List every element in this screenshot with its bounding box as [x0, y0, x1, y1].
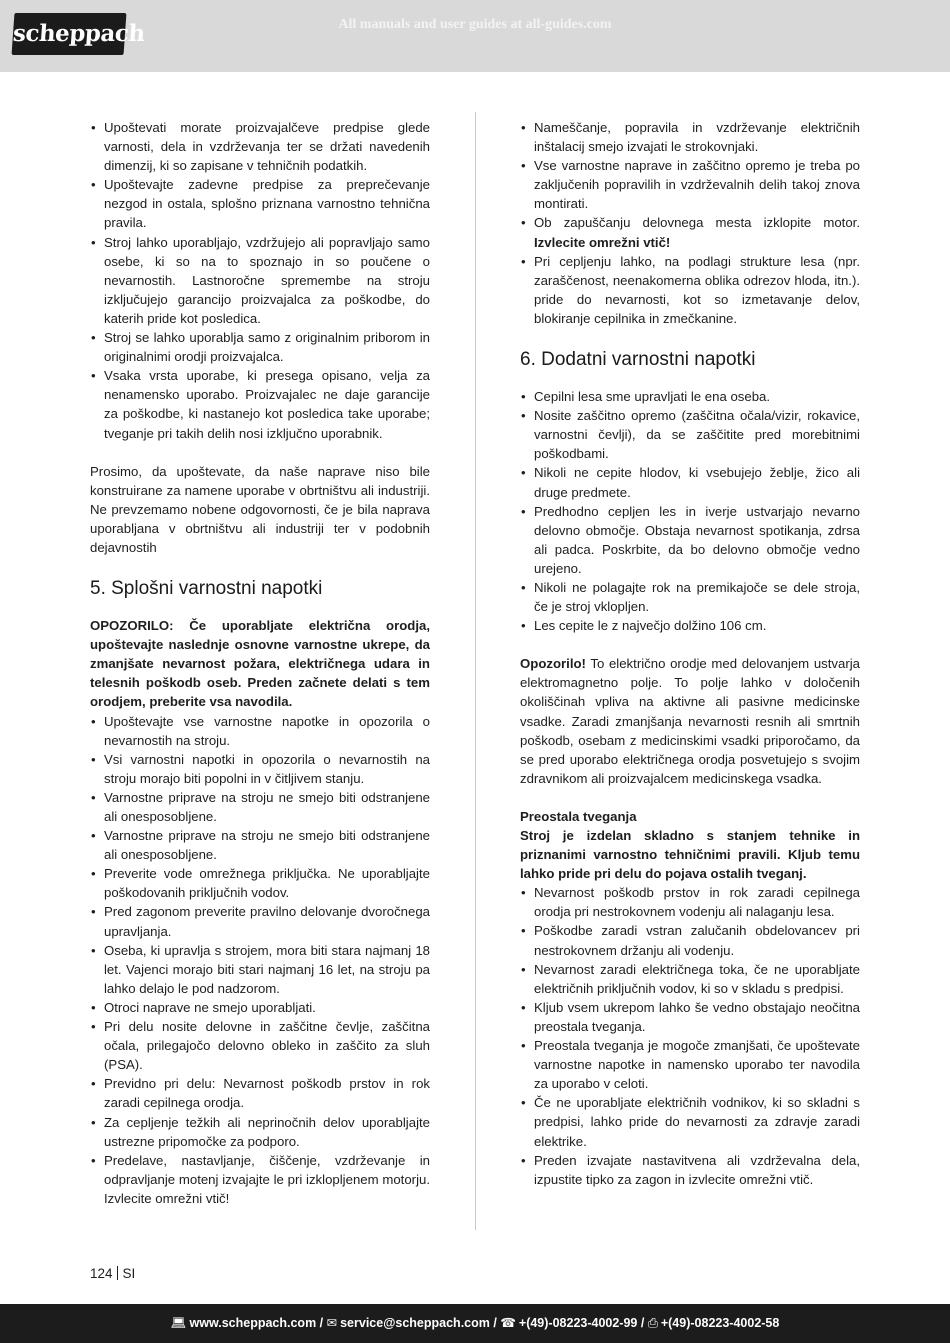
residual-risks-intro: Stroj je izdelan skladno s stanjem tehnike in priznanimi varnostno tehničnimi pravili. Kljub temu lahko pride pri delu do pojava ostalih tveganj.: [520, 828, 860, 882]
list-item: • Vse varnostne naprave in zaščitno opremo je treba po zaključenih popravilih in vzdrževalnih delih takoj znova montirati.: [520, 156, 860, 213]
page-number: [90, 1266, 135, 1281]
envelope-icon: ✉: [326, 1316, 338, 1330]
list-item: • Pred zagonom preverite pravilno delovanje dvoročnega upravljanja.: [90, 902, 430, 940]
website-link[interactable]: www.scheppach.com: [189, 1316, 317, 1330]
list-item: • Preostala tveganja je mogoče zmanjšati, če upoštevate varnostne napotke in namensko uporabo ter navodila za uporabo v celoti.: [520, 1036, 860, 1093]
additional-safety-list: [520, 387, 860, 635]
brand-logo: scheppach: [12, 13, 127, 55]
email-link[interactable]: service@scheppach.com: [340, 1316, 490, 1330]
telephone-icon: ☎: [500, 1316, 516, 1330]
page-number-value: 124: [90, 1266, 113, 1281]
general-safety-list: [90, 712, 430, 1208]
list-item: • Upoštevajte vse varnostne napotke in opozorila o nevarnostih na stroju.: [90, 712, 430, 750]
list-item: • Stroj se lahko uporablja samo z originalnim priborom in originalnimi orodji proizvajalca.: [90, 328, 430, 366]
fax-icon: ⎙: [647, 1316, 658, 1330]
list-item: • Oseba, ki upravlja s strojem, mora biti stara najmanj 18 let. Vajenci morajo biti stari najmanj 16 let, na stroju pa lahko delajo le pod nadzorom.: [90, 941, 430, 998]
list-item: • Varnostne priprave na stroju ne smejo biti odstranjene ali onesposobljene.: [90, 788, 430, 826]
list-item: • Če ne uporabljate električnih vodnikov, ki so skladni s predpisi, lahko pride do nevarnosti za zdravje zaradi elektrike.: [520, 1093, 860, 1150]
header-bar: [0, 0, 950, 72]
list-item: • Za cepljenje težkih ali neprinočnih delov uporabljajte ustrezne pripomočke za podporo.: [90, 1113, 430, 1151]
commercial-use-paragraph: Prosimo, da upoštevate, da naše naprave niso bile konstruirane za namene uporabe v obrtništvu ali industriji. Ne prevzemamo nobene odgovornosti, če je bila naprava uporabljana v obrtništvu ali industriji ter v podobnih dejavnostih: [90, 463, 430, 555]
list-item: • Preverite vode omrežnega priključka. Ne uporabljajte poškodovanih priključnih vodov.: [90, 864, 430, 902]
list-item: • Nevarnost poškodb prstov in rok zaradi cepilnega orodja pri nestrokovnem vodenju ali nalaganju lesa.: [520, 883, 860, 921]
emf-warning-paragraph: [520, 654, 860, 788]
maintenance-list: [520, 118, 860, 328]
watermark-text: All manuals and user guides at all-guides.com: [338, 17, 612, 32]
list-item: • Nameščanje, popravila in vzdrževanje električnih inštalacij smejo izvajati le strokovnjaki.: [520, 118, 860, 156]
footer-contact-bar: 💻︎ www.scheppach.com / ✉ service@scheppach.com / ☎ +(49)-08223-4002-99 / ⎙ +(49)-08223-4002-58: [0, 1304, 950, 1343]
list-item: • Predhodno cepljen les in iverje ustvarjajo nevarno delovno območje. Obstaja nevarnost spotikanja, zdrsa ali padca. Poskrbite, da bo delovno območje vedno urejeno.: [520, 502, 860, 578]
warning-text: To električno orodje med delovanjem ustvarja elektromagnetno polje. To polje lahko v določenih okoliščinah vpliva na aktivne ali pasivne medicinske vsadke. Zaradi zmanjšanja nevarnosti resnih ali smrtnih poškodb, osebam z medicinskimi vsadki priporočamo, da se pred uporabo električnega orodja posvetujejo s svojim zdravnikom ali proizvajalcem medicinskega vsadka.: [520, 656, 860, 786]
list-item: • Poškodbe zaradi vstran zalučanih obdelovancev pri nestrokovnem držanju ali vodenju.: [520, 921, 860, 959]
list-item: • Nevarnost zaradi električnega toka, če ne uporabljate električnih priključnih vodov, ki so v skladu s predpisi.: [520, 960, 860, 998]
list-item: • Otroci naprave ne smejo uporabljati.: [90, 998, 430, 1017]
language-code: SI: [122, 1266, 136, 1281]
column-divider: [475, 112, 476, 1230]
list-item: • Vsaka vrsta uporabe, ki presega opisano, velja za nenamensko uporabo. Proizvajalec ne daje garancije za poškodbe, ki nastanejo kot posledica take uporabe; tveganje pri takih delih nosi izključno uporabnik.: [90, 366, 430, 442]
list-item: • Previdno pri delu: Nevarnost poškodb prstov in rok zaradi cepilnega orodja.: [90, 1074, 430, 1112]
residual-risks-list: [520, 883, 860, 1189]
list-item: • Predelave, nastavljanje, čiščenje, vzdrževanje in odpravljanje motenj izvajajte le pri izklopljenem motorju. Izvlecite omrežni vtič!: [90, 1151, 430, 1208]
list-item: • Stroj lahko uporabljajo, vzdržujejo ali popravljajo samo osebe, ki so na to spoznajo in so poučene o nevarnostih. Lastnoročne spremembe na stroju izključujejo garancijo proizvajalca za poškodbe, do katerih pride kot posledica.: [90, 233, 430, 328]
general-warning-paragraph: OPOZORILO: Če uporabljate električna orodja, upoštevajte naslednje osnovne varnostne ukrepe, da zmanjšate nevarnost požara, električnega udara in telesnih poškodb oseb. Preden začnete delati s tem orodjem, preberite vsa navodila.: [90, 618, 430, 710]
list-item: • Preden izvajate nastavitvena ali vzdrževalna dela, izpustite tipko za zagon in izvlecite omrežni vtič.: [520, 1151, 860, 1189]
list-item: [520, 213, 860, 251]
left-column: [90, 118, 430, 1208]
list-item: • Upoštevati morate proizvajalčeve predpise glede varnosti, dela in vzdrževanja ter se držati navedenih dimenzij, ki so zapisane v tehničnih podatkih.: [90, 118, 430, 175]
motor-off-text: Ob zapuščanju delovnega mesta izklopite motor.: [534, 215, 860, 231]
list-item: • Varnostne priprave na stroju ne smejo biti odstranjene ali onesposobljene.: [90, 826, 430, 864]
computer-icon: 💻︎: [170, 1316, 187, 1330]
right-column: [520, 118, 860, 1189]
list-item: • Nosite zaščitno opremo (zaščitna očala/vizir, rokavice, varnostni čevlji), da se zaščitite pred morebitnimi poškodbami.: [520, 406, 860, 463]
list-item: • Kljub vsem ukrepom lahko še vedno obstajajo neočitna preostala tveganja.: [520, 998, 860, 1036]
warning-label: Opozorilo!: [520, 656, 586, 672]
list-item: • Pri delu nosite delovne in zaščitne čevlje, zaščitna očala, prilegajočo delovno obleko in zaščito za sluh (PSA).: [90, 1017, 430, 1074]
list-item: • Vsi varnostni napotki in opozorila o nevarnostih na stroju morajo biti popolni in v čitljivem stanju.: [90, 750, 430, 788]
list-item: • Nikoli ne cepite hlodov, ki vsebujejo žeblje, žico ali druge predmete.: [520, 463, 860, 501]
list-item: • Nikoli ne polagajte rok na premikajoče se dele stroja, če je stroj vklopljen.: [520, 578, 860, 616]
list-item: • Upoštevajte zadevne predpise za preprečevanje nezgod in ostala, splošno priznana varnostno tehnična pravila.: [90, 175, 430, 232]
page-number-separator: [117, 1266, 118, 1280]
list-item: • Les cepite le z največjo dolžino 106 cm.: [520, 616, 860, 635]
fax-number: +(49)-08223-4002-58: [660, 1316, 780, 1330]
list-item: • Pri cepljenju lahko, na podlagi strukture lesa (npr. zaraščenost, neenakomerna oblika odrezov hloda, itn.). pride do nevarnosti, kot so izmetavanje delov, blokiranje cepilnika in zmečkanine.: [520, 252, 860, 328]
list-item: • Cepilni lesa sme upravljati le ena oseba.: [520, 387, 860, 406]
section-5-heading: 5. Splošni varnostni napotki: [90, 578, 323, 600]
unplug-emphasis: Izvlecite omrežni vtič!: [534, 234, 671, 250]
residual-risks-title: Preostala tveganja: [520, 808, 637, 824]
phone-number: +(49)-08223-4002-99: [518, 1316, 638, 1330]
section-6-heading: 6. Dodatni varnostni napotki: [520, 349, 756, 371]
intended-use-list: [90, 118, 430, 443]
